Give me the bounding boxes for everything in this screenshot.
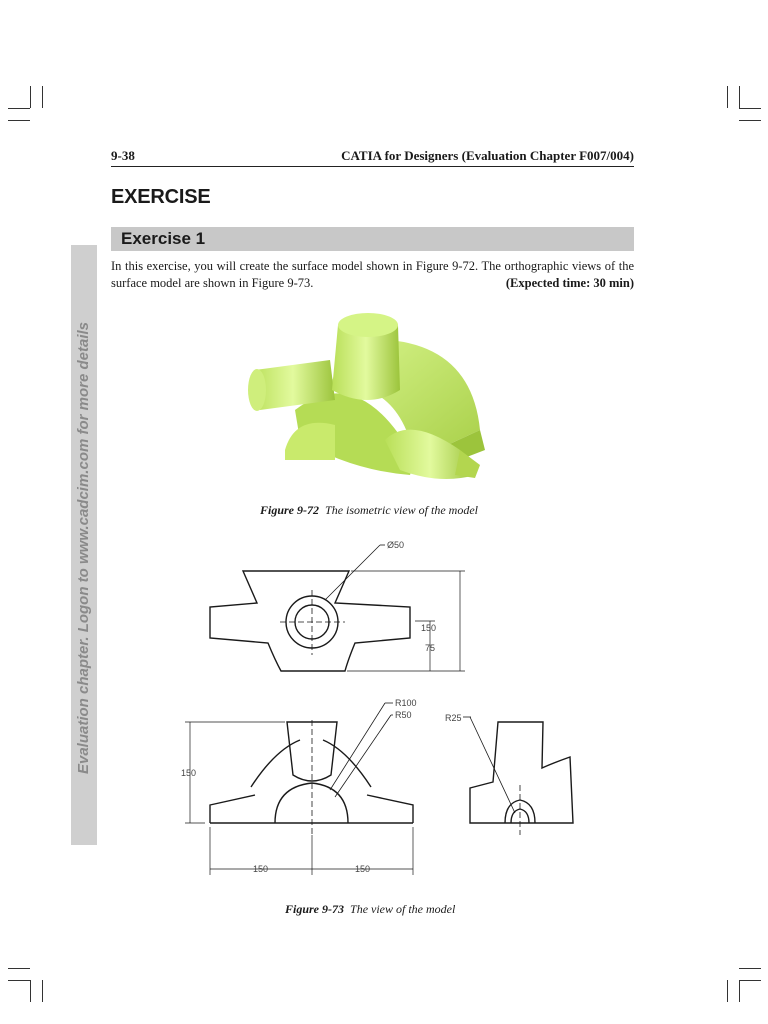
crop-mark [8, 108, 30, 109]
dim-width-left: 150 [253, 864, 269, 874]
crop-mark [739, 86, 740, 108]
dim-r25: R25 [445, 713, 462, 723]
crop-mark [727, 980, 728, 1002]
intro-paragraph [111, 258, 634, 292]
crop-mark [739, 108, 761, 109]
page-number: 9-38 [111, 148, 135, 163]
side-view [463, 717, 573, 835]
dim-front-height: 150 [181, 768, 197, 778]
cone-top-face [338, 313, 398, 337]
figure-73-label: Figure 9-73 [285, 902, 345, 916]
crop-mark [739, 980, 761, 981]
exercise-title: Exercise 1 [121, 229, 206, 248]
crop-mark [8, 968, 30, 969]
crop-mark [42, 980, 43, 1002]
sidebar-text: Evaluation chapter. Logon to www.cadcim.com for more details [75, 321, 92, 775]
dim-top-height: 150 [421, 623, 437, 633]
figure-72-label: Figure 9-72 [260, 503, 320, 517]
isometric-model-figure [240, 300, 500, 490]
dim-r100: R100 [395, 698, 417, 708]
crop-mark [739, 980, 740, 1002]
figure-73-caption [285, 902, 455, 917]
left-wing-end [248, 369, 266, 411]
intro-text: In this exercise, you will create the surface model shown in Figure 9-72. The orthographic views of the surface model are shown in Figure 9-73. [111, 259, 634, 290]
expected-time: (Expected time: 30 min) [505, 276, 634, 290]
front-view [185, 703, 413, 875]
figure-72-caption [260, 503, 478, 518]
crop-mark [739, 968, 761, 969]
crop-mark [30, 980, 31, 1002]
crop-mark [42, 86, 43, 108]
crop-mark [8, 120, 30, 121]
crop-mark [727, 86, 728, 108]
dim-diameter: Ø50 [387, 540, 405, 550]
dim-top-half: 75 [425, 643, 436, 653]
front-half-cylinder [285, 423, 335, 460]
figure-73-text: The view of the model [350, 902, 456, 916]
running-header [111, 148, 634, 167]
crop-mark [8, 980, 30, 981]
book-title: CATIA for Designers (Evaluation Chapter F007/004) [341, 148, 634, 163]
exercise-heading-bar [111, 227, 634, 251]
orthographic-views-figure [175, 535, 595, 885]
dim-r50: R50 [395, 710, 412, 720]
figure-72-text: The isometric view of the model [325, 503, 478, 517]
dim-width-right: 150 [355, 864, 371, 874]
crop-mark [30, 86, 31, 108]
crop-mark [739, 120, 761, 121]
section-title: EXERCISE [111, 186, 211, 208]
